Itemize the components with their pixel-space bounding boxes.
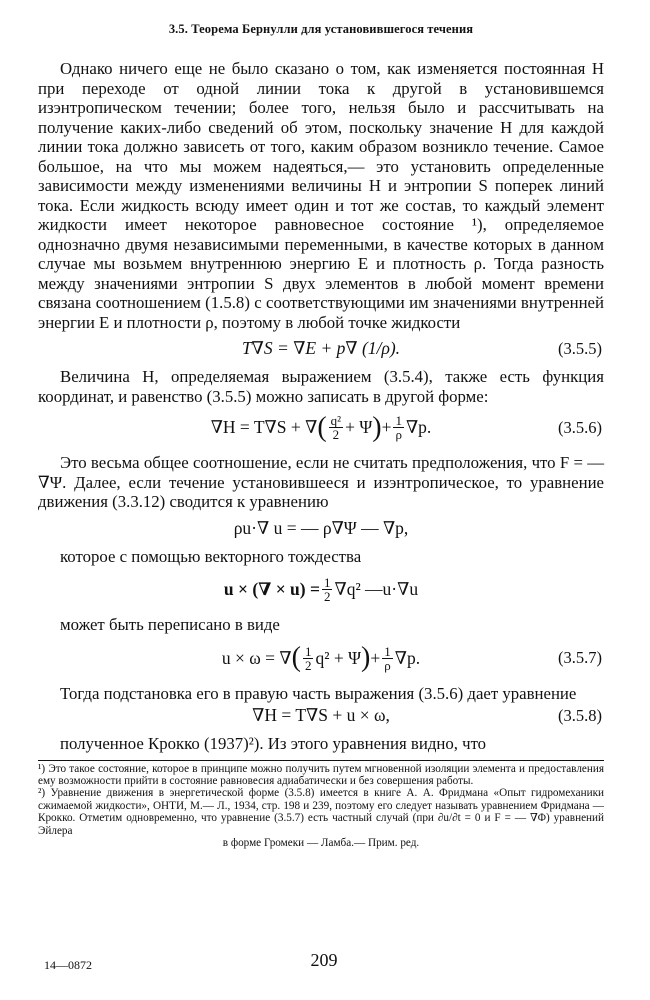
fraction-numerator: 1 (304, 643, 312, 659)
equation-3-5-7-plus: + (370, 647, 381, 668)
footnote-1: ¹) Это такое состояние, которое в принципе можно получить путем мгновенной изоляции элемента и предоставления ему возможности прийти в состояние равновесия адиабатически и без совершения работы. (38, 762, 604, 787)
footnote-divider (38, 760, 604, 761)
left-paren: ( (317, 411, 327, 443)
equation-3-5-8-body: ∇H = T∇S + u × ω, (252, 705, 390, 725)
equation-3-5-7-tail: ∇p. (394, 647, 421, 668)
equation-vector-identity (38, 576, 604, 603)
fraction-denominator: 2 (323, 589, 331, 604)
paragraph-7: полученное Крокко (1937)²). Из этого уравнения видно, что (60, 734, 487, 753)
printer-signature: 14—0872 (44, 958, 92, 972)
right-paren: ) (372, 411, 382, 443)
fraction-1-over-rho (393, 414, 404, 441)
equation-number-3-5-5: (3.5.5) (558, 338, 602, 358)
equation-3-5-7 (38, 642, 604, 673)
identity-rhs: ∇q² —u·∇u (334, 579, 419, 599)
identity-lhs: u × (∇ × u) = (223, 579, 320, 599)
fraction-numerator: 1 (323, 575, 331, 590)
fraction-denominator: ρ (384, 657, 391, 673)
left-paren: ( (291, 642, 301, 673)
equation-3-5-5-body: T∇S = ∇E + p∇ (1/ρ). (241, 338, 401, 358)
paragraph-5: может быть переписано в виде (60, 615, 280, 634)
equation-3-5-8 (38, 705, 604, 726)
fraction-numerator: 1 (395, 413, 402, 428)
equation-3-5-7-lhs: u × ω = ∇ (221, 647, 292, 668)
fraction-q2-over-2 (329, 414, 343, 441)
footnote-2: ²) Уравнение движения в энергетической форме (3.5.8) имеется в книге А. А. Фридмана «Опыт гидромеханики сжимаемой жидкости», ОНТИ, М.— Л., 1934, стр. 198 и 239, поэтому его следует называть уравнением Фридмана — Крокко. Отметим одновременно, что уравнение (3.5.7) есть частный случай (при ∂u/∂t = 0 и F = — ∇Φ) уравнений Эйлера (38, 787, 604, 837)
fraction-numerator: q² (330, 413, 342, 428)
equation-number-3-5-7: (3.5.7) (558, 648, 602, 667)
equation-3-5-6-plus: + (381, 417, 392, 437)
equation-motion-body: ρu·∇ u = — ρ∇Ψ — ∇p, (233, 517, 409, 538)
equation-3-5-5 (38, 338, 604, 359)
fraction-numerator: 1 (384, 643, 391, 659)
fraction-1-over-rho (382, 645, 393, 672)
equation-3-5-6-mid: + Ψ (345, 417, 373, 437)
page-number: 209 (310, 950, 338, 970)
equation-3-5-6 (38, 411, 604, 443)
paragraph-6: Тогда подстановка его в правую часть выражения (3.5.6) дает уравнение (60, 683, 577, 703)
paragraph-4: которое с помощью векторного тождества (60, 546, 362, 566)
fraction-1-over-2 (303, 645, 314, 672)
fraction-1-over-2 (322, 576, 333, 603)
paragraph-2: Величина H, определяемая выражением (3.5.4), также есть функция координат, и равенство (3.5.5) можно записать в другой форме: (38, 367, 604, 406)
right-paren: ) (361, 642, 371, 673)
equation-number-3-5-6: (3.5.6) (558, 417, 602, 437)
equation-number-3-5-8: (3.5.8) (558, 705, 602, 725)
running-header: 3.5. Теорема Бернулли для установившегося течения (168, 22, 474, 36)
paragraph-1: Однако ничего еще не было сказано о том, как изменяется постоянная H при переходе от одной линии тока к другой в установившемся изэнтропическом течении; более того, нельзя было и рассчитывать на получение каких-либо сведений об этом, поскольку значение H для каждой линии тока должно зависеть от того, каким образом возникло течение. Самое большое, на что мы можем надеяться,— это установить определенные зависимости между изменениями величины H и энтропии S поперек линий тока. Если жидкость всюду имеет один и тот же состав, то каждый элемент жидкости имеет некоторое равновесное состояние ¹), определяемое однозначно двумя независимыми переменными, в качестве которых в данном случае мы возьмем внутреннюю энергию E и плотность ρ. Тогда разность между значениями энтропии S двух элементов в любой момент времени связана соотношением (1.5.8) с соответствующими им значениями внутренней энергии E и плотности ρ, поэтому в любой точке жидкости (38, 59, 604, 332)
fraction-denominator: ρ (395, 427, 402, 442)
paragraph-3: Это весьма общее соотношение, если не считать предположения, что F = — ∇Ψ. Далее, если течение установившееся и изэнтропическое, то уравнение движения (3.3.12) сводится к уравнению (38, 453, 604, 511)
equation-3-5-6-lhs: ∇H = T∇S + ∇ (210, 417, 318, 437)
page (38, 22, 604, 849)
fraction-denominator: 2 (332, 427, 340, 442)
fraction-denominator: 2 (304, 657, 312, 673)
footnote-2-end: в форме Громеки — Ламба.— Прим. ред. (222, 836, 420, 849)
equation-3-5-7-mid: q² + Ψ (315, 647, 362, 668)
equation-3-5-6-tail: ∇p. (405, 417, 432, 437)
equation-motion (38, 518, 604, 539)
